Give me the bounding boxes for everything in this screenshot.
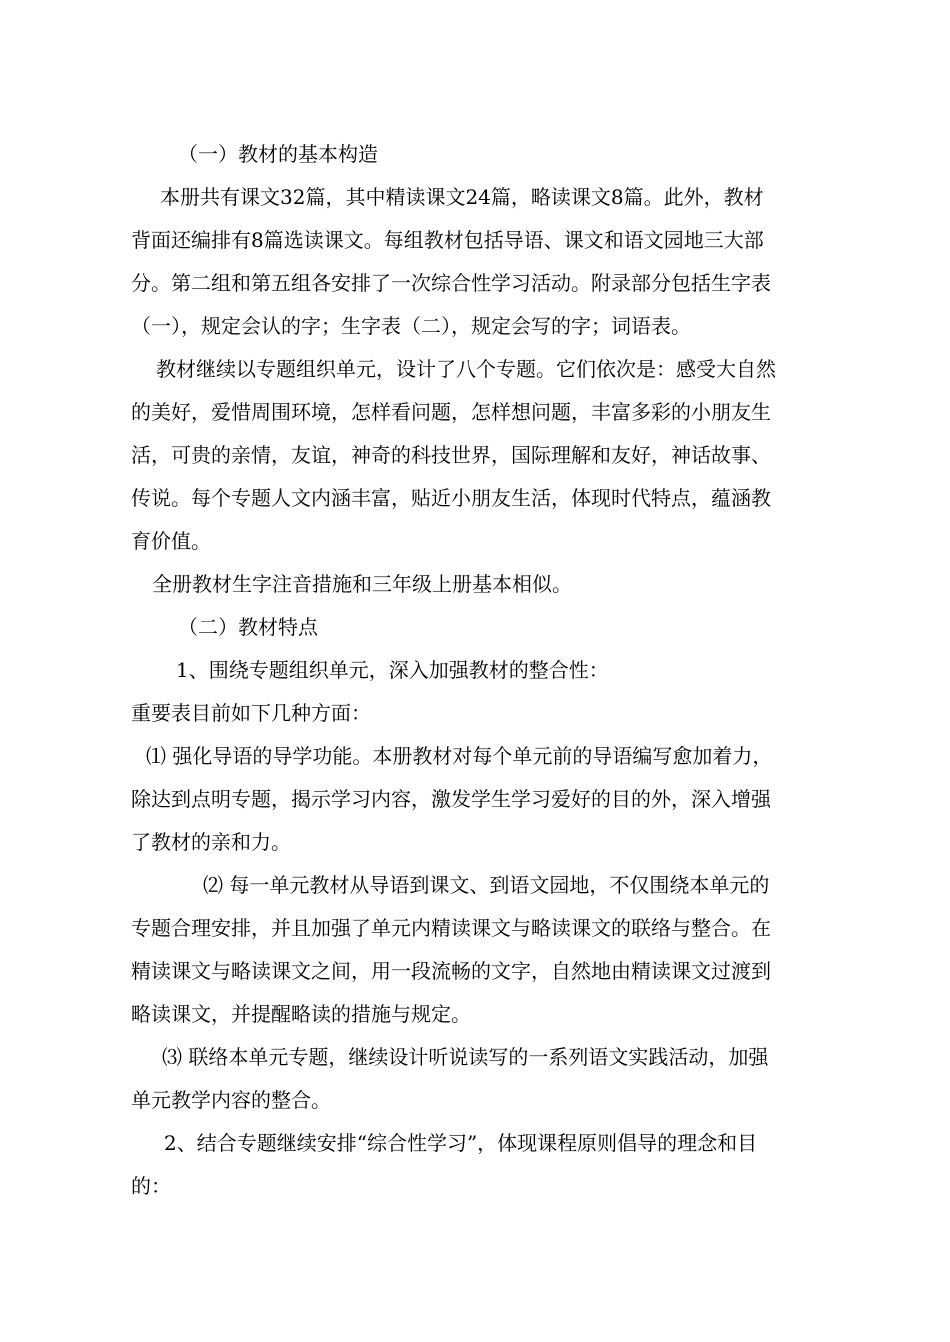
paragraph-line: 本册共有课文32篇，其中精读课文24篇，略读课文8篇。此外，教材 — [160, 185, 764, 209]
section-heading-features: （二）教材特点 — [178, 615, 318, 639]
list-item-line: 了教材的亲和力。 — [131, 830, 291, 854]
list-item-line: 专题合理安排，并且加强了单元内精读课文与略读课文的联络与整合。在 — [131, 916, 771, 940]
list-item-line: 精读课文与略读课文之间，用一段流畅的文字，自然地由精读课文过渡到 — [131, 959, 771, 983]
paragraph-line: 重要表目前如下几种方面： — [131, 701, 371, 725]
paragraph-line: 育价值。 — [131, 529, 211, 553]
paragraph-line: 分。第二组和第五组各安排了一次综合性学习活动。附录部分包括生字表 — [131, 271, 771, 295]
paragraph-line: （一），规定会认的字；生字表（二），规定会写的字；词语表。 — [131, 314, 691, 338]
list-item-line: ⑶ 联络本单元专题，继续设计听说读写的一系列语文实践活动，加强 — [162, 1045, 769, 1069]
point-heading-2-cont: 的： — [131, 1174, 171, 1198]
paragraph-line: 全册教材生字注音措施和三年级上册基本相似。 — [152, 572, 572, 596]
section-heading-structure: （一）教材的基本构造 — [178, 142, 378, 166]
list-item-line: ⑴ 强化导语的导学功能。本册教材对每个单元前的导语编写愈加着力， — [146, 744, 773, 768]
paragraph-line: 的美好，爱惜周围环境，怎样看问题，怎样想问题，丰富多彩的小朋友生 — [131, 400, 771, 424]
point-heading-2: 2、结合专题继续安排“综合性学习”，体现课程原则倡导的理念和目 — [164, 1131, 758, 1155]
point-heading-1: 1、围绕专题组织单元，深入加强教材的整合性： — [176, 658, 609, 682]
paragraph-line: 传说。每个专题人文内涵丰富，贴近小朋友生活，体现时代特点，蕴涵教 — [131, 486, 771, 510]
list-item-line: 略读课文，并提醒略读的措施与规定。 — [131, 1002, 471, 1026]
paragraph-line: 背面还编排有8篇选读课文。每组教材包括导语、课文和语文园地三大部 — [131, 228, 764, 252]
paragraph-line: 教材继续以专题组织单元，设计了八个专题。它们依次是：感受大自然 — [156, 357, 776, 381]
list-item-line: ⑵ 每一单元教材从导语到课文、到语文园地，不仅围绕本单元的 — [203, 873, 770, 897]
list-item-line: 单元教学内容的整合。 — [131, 1088, 331, 1112]
paragraph-line: 活，可贵的亲情，友谊，神奇的科技世界，国际理解和友好，神话故事、 — [131, 443, 771, 467]
list-item-line: 除达到点明专题，揭示学习内容，激发学生学习爱好的目的外，深入增强 — [131, 787, 771, 811]
